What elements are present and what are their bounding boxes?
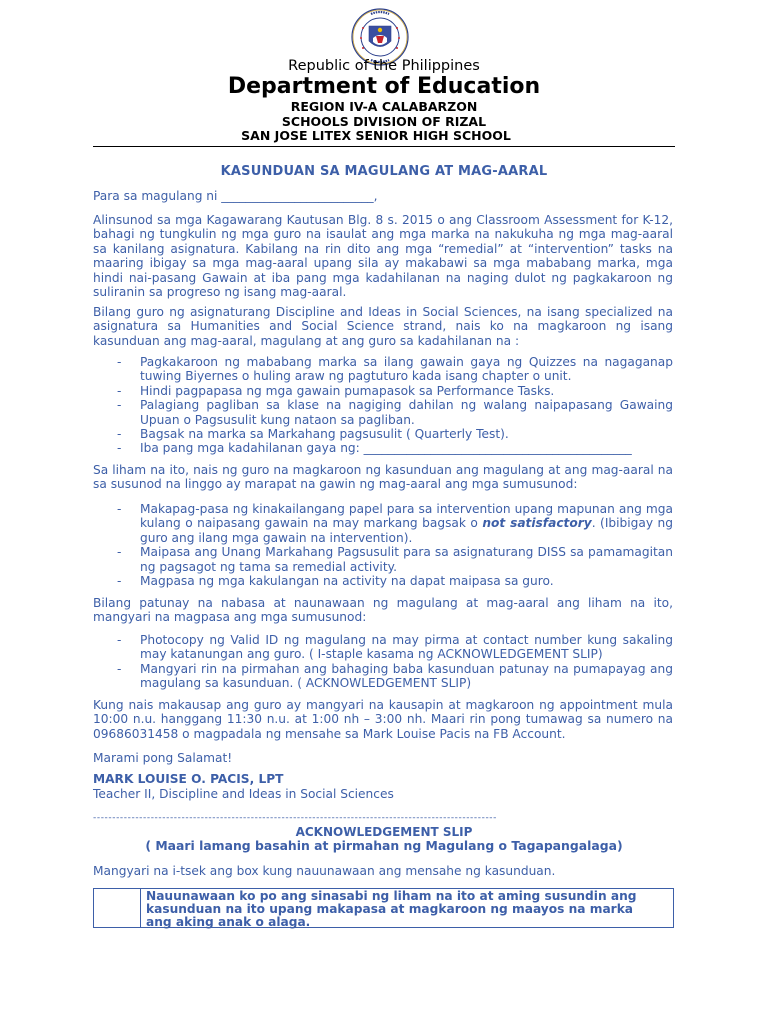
list-item: - Palagiang pagliban sa klase na nagiging dahilan ng walang naipapasang Gawaing Upuan o Pagsusulit kung nataon sa pagliban. (117, 398, 673, 427)
ack-slip-title: ACKNOWLEDGEMENT SLIP (295, 825, 473, 839)
division-line: SCHOOLS DIVISION OF RIZAL (281, 113, 487, 129)
paragraph-text: Bilang guro ng asignaturang Discipline and Ideas in Social Sciences, na isang specialized na asignatura sa Humanities and Social Science strand, nais ko na magkaroon ng isang kasunduan ang mag-aaral, magulang at ang guro sa kadahilanan na : (93, 305, 673, 348)
ack-table (93, 888, 674, 928)
list-item: - Maipasa ang Unang Markahang Pagsusulit para sa asignaturang DISS sa pamamagitan ng pagsagot ng tama sa remedial activity. (117, 545, 673, 574)
list-item: - Iba pang mga kadahilanan gaya ng: ____________________________________________ (117, 441, 632, 456)
paragraph-contact (93, 698, 673, 741)
school-line: SAN JOSE LITEX SENIOR HIGH SCHOOL (241, 128, 511, 143)
ack-instruction: Mangyari na i-tsek ang box kung nauunawaan ang mensahe ng kasunduan. (93, 864, 556, 878)
requirements-list (93, 633, 673, 691)
ack-statement: Nauunawaan ko po ang sinasabi ng liham na ito at aming susundin ang kasunduan na ito upang makapasa at magkaroon ng maayos na marka ang aking anak o alaga. (146, 889, 637, 930)
department-heading: Department of Education (227, 74, 541, 99)
closing-thanks: Marami pong Salamat! (93, 751, 233, 765)
paragraph-text: Alinsunod sa mga Kagawarang Kautusan Blg. 8 s. 2015 o ang Classroom Assessment for K-12, bahagi ng tungkulin ng mga guro na isaulat ang mga marka na nakukuha ng mga mag-aaral sa kanilang asignatura. Kabilang na rin dito ang mga “remedial” at “intervention” tasks na maaring ibigay sa mga mag-aaral upang sila ay makabawi sa mga mababang marka, mga hindi nai-pasang Gawain at iba pang mga kadahilanan na naging dulot ng pagkakaroon ng suliranin sa progreso ng isang mag-aaral. (93, 213, 673, 300)
list-item: - Magpasa ng mga kakulangan na activity na dapat maipasa sa guro. (117, 574, 554, 589)
ack-checkbox[interactable] (94, 889, 141, 927)
list-item: - Mangyari rin na pirmahan ang bahaging baba kasunduan patunay na pumapayag ang magulang sa kasunduan. ( ACKNOWLEDGEMENT SLIP) (117, 661, 673, 691)
emphasis-text: not satisfactory (482, 516, 592, 531)
paragraph-text: Kung nais makausap ang guro ay mangyari na kausapin at magkaroon ng appointment mula 10:00 n.u. hanggang 11:30 n.u. at 1:00 nh – 3:00 nh. Maari rin pong tumawag sa numero na 09686031458 o magpadala ng mensahe sa Mark Louise Pacis na FB Account. (93, 698, 673, 741)
signatory-role: Teacher II, Discipline and Ideas in Social Sciences (93, 787, 394, 801)
ack-slip-subtitle: ( Maari lamang basahin at pirmahan ng Magulang o Tagapangalaga) (145, 838, 623, 853)
document-title: KASUNDUAN SA MAGULANG AT MAG-AARAL (220, 164, 548, 179)
republic-heading: Republic of the Philippines (288, 58, 480, 74)
list-item: - Pagkakaroon ng mababang marka sa ilang gawain gaya ng Quizzes na nagaganap tuwing Biyernes o huling araw ng pagtuturo kada isang chapter o unit. (117, 355, 673, 384)
signatory-name: MARK LOUISE O. PACIS, LPT (93, 772, 284, 786)
list-item: - Makapag-pasa ng kinakailangang papel para sa intervention upang mapunan ang mga kulang o naipasang gawain na may markang bagsak o not satisfactory. (Ibibigay ng guro ang ilang mga gawain na intervention). (117, 502, 673, 545)
list-item: - Bagsak na marka sa Markahang pagsusulit ( Quarterly Test). (117, 427, 509, 442)
paragraph-proof (93, 596, 673, 625)
paragraph-text: Sa liham na ito, nais ng guro na magkaroon ng kasunduan ang magulang at ang mag-aaral na sa susunod na linggo ay marapat na gawin ng mag-aaral ang mga sumusunod: (93, 463, 673, 492)
header-divider (93, 146, 675, 147)
paragraph-purpose (93, 305, 673, 348)
tasks-list (93, 502, 673, 588)
paragraph-agreement (93, 463, 673, 492)
paragraph-intro (93, 213, 673, 299)
cut-line: --------------------------------------------------------------------------------------------------------- (93, 813, 497, 823)
paragraph-text: Bilang patunay na nabasa at naunawaan ng magulang at mag-aaral ang liham na ito, mangyari na magpasa ang mga sumusunod: (93, 596, 673, 625)
office-block (0, 100, 768, 144)
list-item: - Photocopy ng Valid ID ng magulang na may pirma at contact number kung sakaling may katanungan ang guro. ( I-staple kasama ng ACKNOWLEDGEMENT SLIP) (117, 633, 673, 662)
list-item: - Hindi pagpapasa ng mga gawain pumapasok sa Performance Tasks. (117, 383, 555, 398)
reasons-list (93, 355, 673, 456)
region-line: REGION IV-A CALABARZON (290, 99, 478, 114)
salutation: Para sa magulang ni _________________________, (93, 189, 378, 203)
